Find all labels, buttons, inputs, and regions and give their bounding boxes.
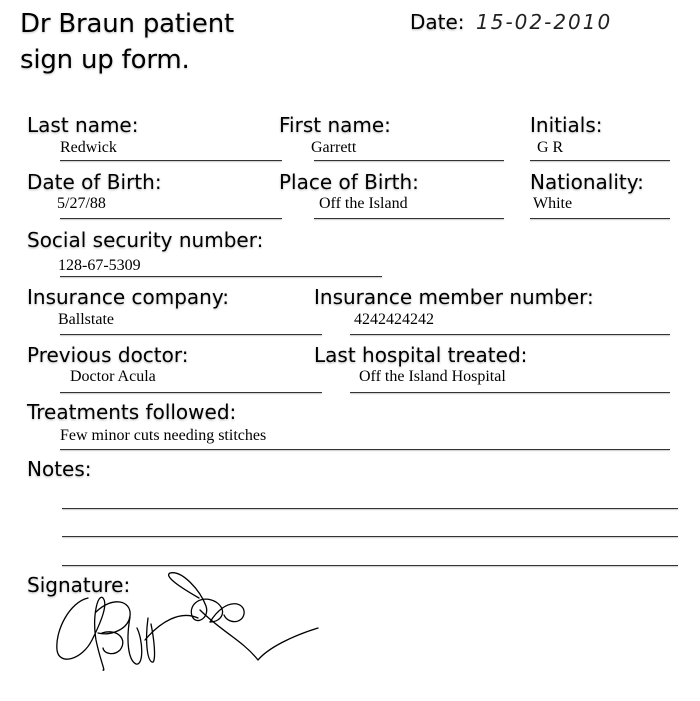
place-of-birth-value[interactable]: Off the Island xyxy=(319,195,408,212)
dob-value[interactable]: 5/27/88 xyxy=(57,195,106,212)
form-title-line-2: sign up form. xyxy=(20,45,190,75)
nationality-label: Nationality: xyxy=(530,170,644,194)
previous-doctor-label: Previous doctor: xyxy=(27,343,189,367)
insurance-company-label: Insurance company: xyxy=(27,285,229,309)
nationality-value[interactable]: White xyxy=(533,195,573,212)
insurance-company-value[interactable]: Ballstate xyxy=(58,311,114,328)
treatments-value[interactable]: Few minor cuts needing stitches xyxy=(60,427,267,444)
insurance-member-label: Insurance member number: xyxy=(314,285,594,309)
place-of-birth-label: Place of Birth: xyxy=(279,170,419,194)
first-name-value[interactable]: Garrett xyxy=(311,139,357,156)
last-name-label: Last name: xyxy=(27,113,139,137)
form-title-line-1: Dr Braun patient xyxy=(20,9,234,39)
initials-label: Initials: xyxy=(530,113,603,137)
previous-doctor-value[interactable]: Doctor Acula xyxy=(70,368,156,385)
last-name-value[interactable]: Redwick xyxy=(60,139,117,156)
last-hospital-value[interactable]: Off the Island Hospital xyxy=(359,368,506,385)
date-label: Date: xyxy=(410,10,465,34)
notes-label: Notes: xyxy=(27,457,92,481)
first-name-label: First name: xyxy=(279,113,391,137)
ssn-label: Social security number: xyxy=(27,228,264,252)
ssn-value[interactable]: 128-67-5309 xyxy=(58,257,141,274)
date-value: 15-02-2010 xyxy=(476,10,613,34)
last-hospital-label: Last hospital treated: xyxy=(314,343,528,367)
insurance-member-value[interactable]: 4242424242 xyxy=(354,311,434,328)
signature-label: Signature: xyxy=(27,573,131,597)
initials-value[interactable]: G R xyxy=(537,139,564,156)
dob-label: Date of Birth: xyxy=(27,170,162,194)
treatments-label: Treatments followed: xyxy=(27,400,237,424)
